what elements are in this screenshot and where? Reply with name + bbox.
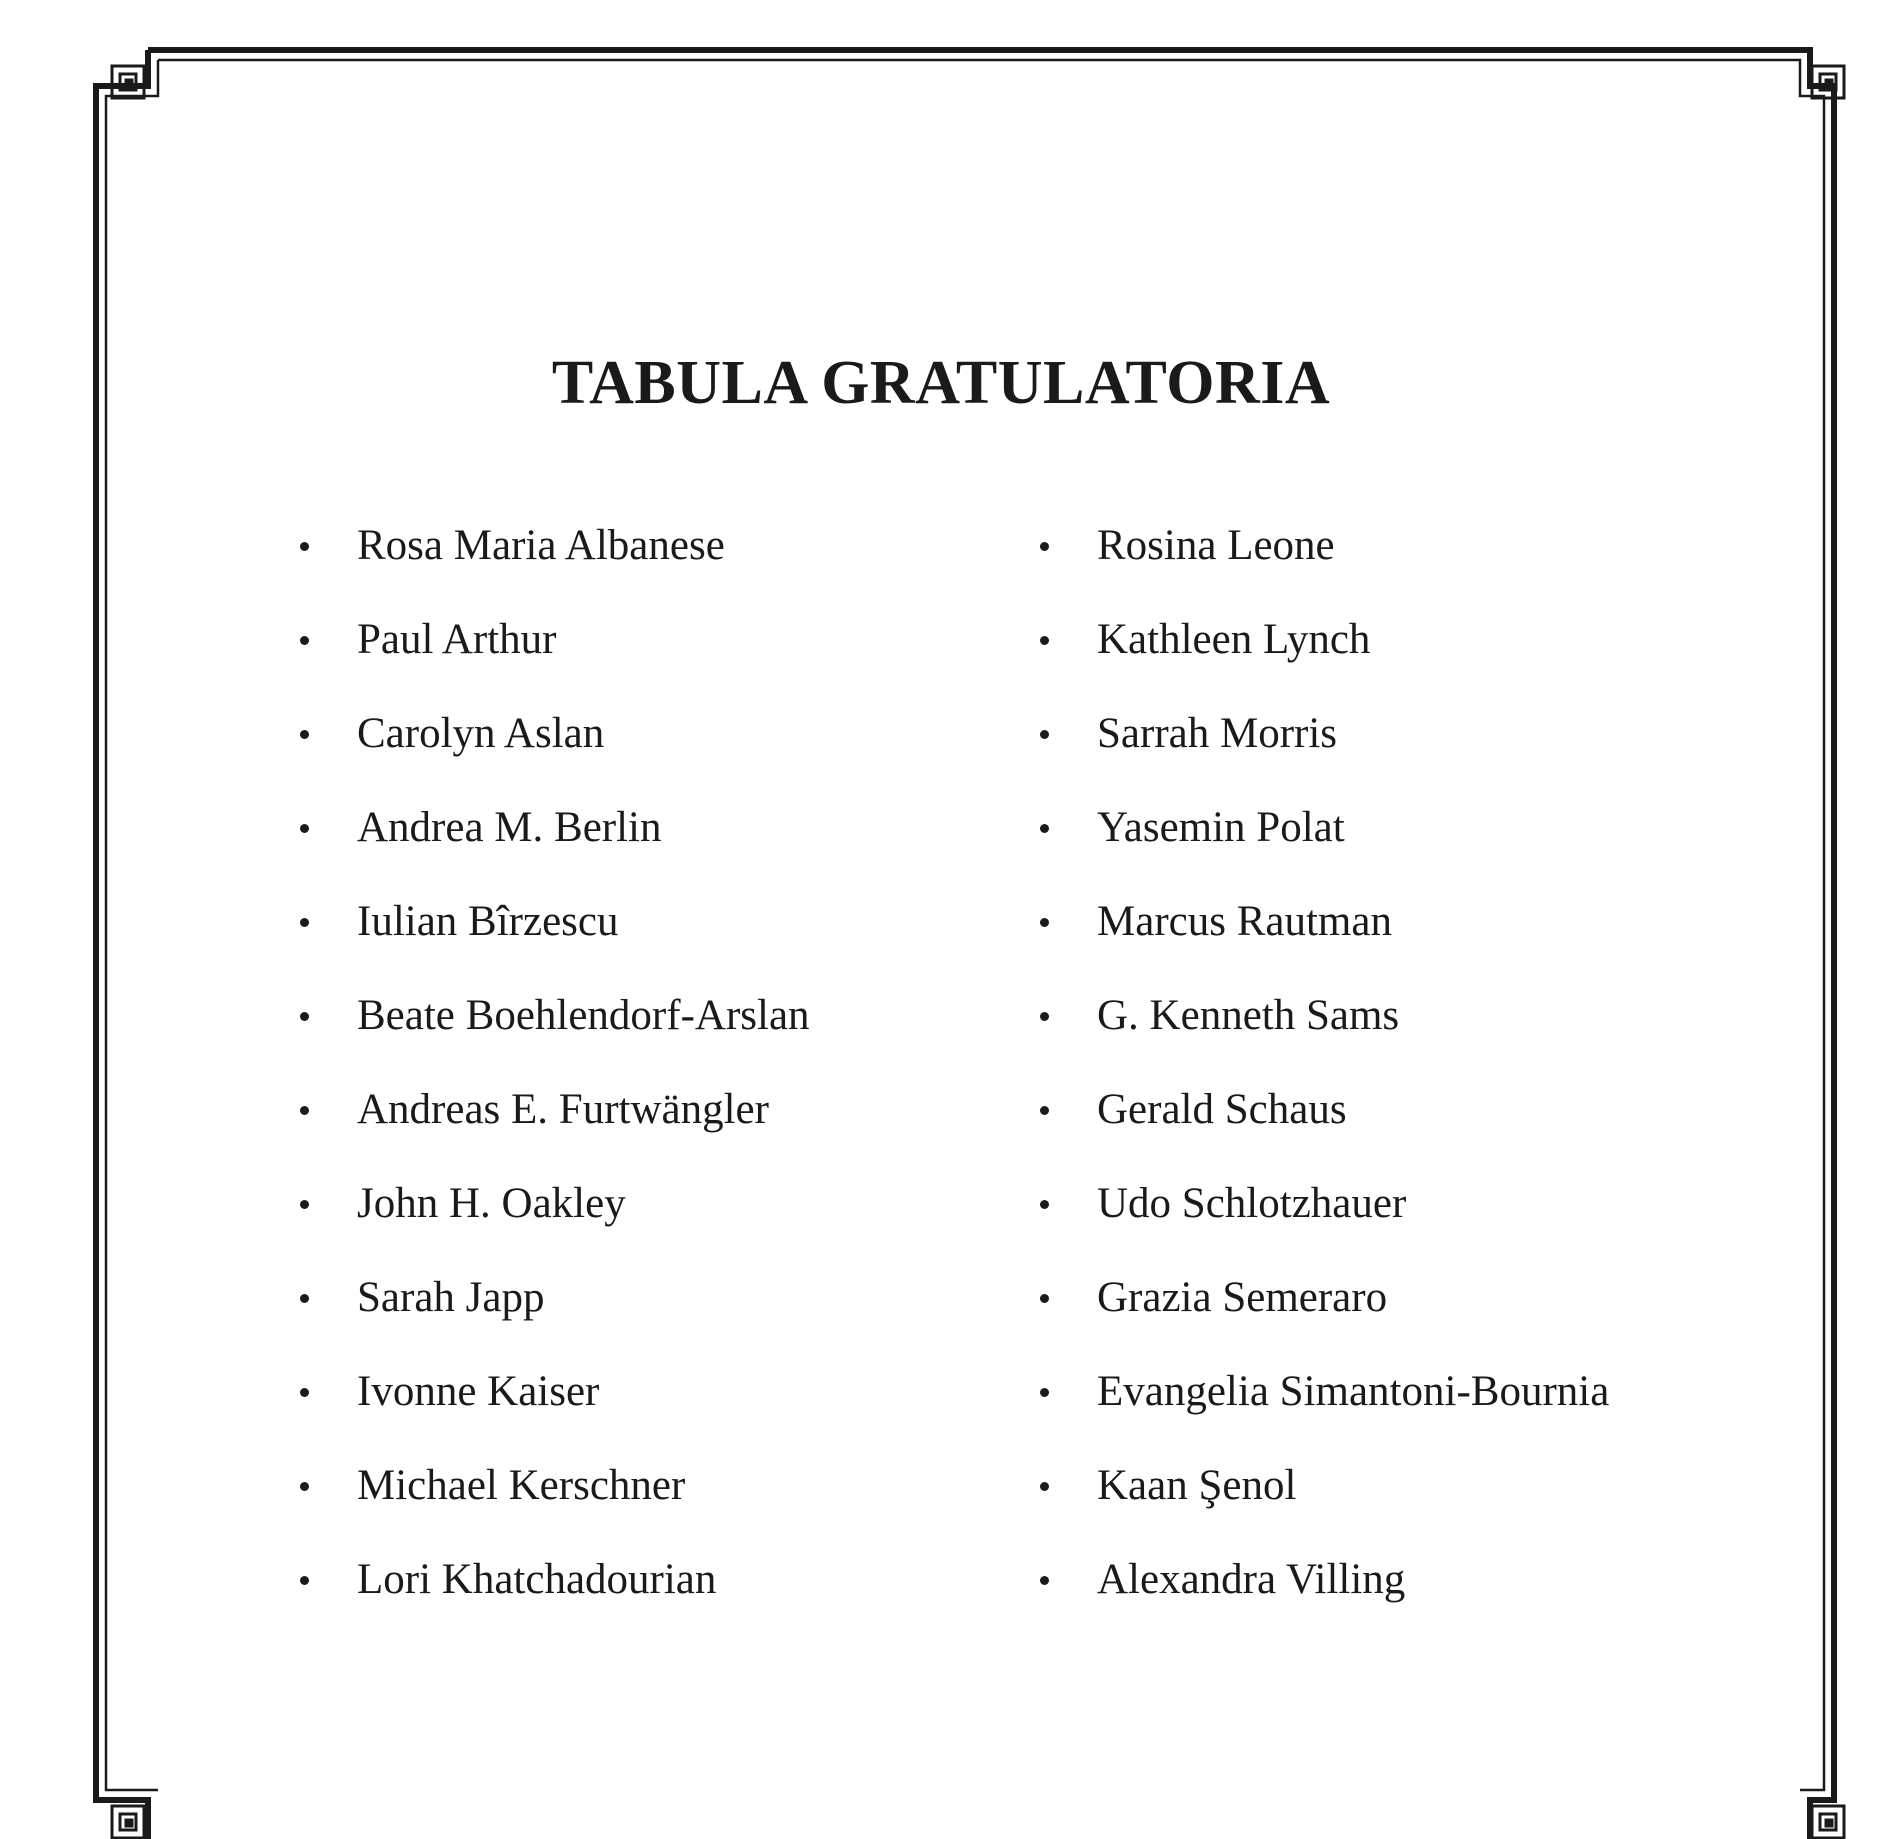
list-item xyxy=(1040,510,1609,604)
person-name: Marcus Rautman xyxy=(1097,898,1392,945)
bullet-icon xyxy=(300,1388,309,1397)
bullet-icon xyxy=(1040,730,1049,739)
list-item xyxy=(1040,886,1609,980)
bullet-icon xyxy=(300,824,309,833)
bullet-icon xyxy=(300,918,309,927)
person-name: Udo Schlotzhauer xyxy=(1097,1180,1407,1227)
person-name: Carolyn Aslan xyxy=(357,710,605,757)
person-name: Andreas E. Furtwängler xyxy=(357,1086,769,1133)
bullet-icon xyxy=(1040,1200,1049,1209)
corner-ornament-top-right xyxy=(1812,66,1844,98)
list-item xyxy=(300,604,810,698)
person-name: Evangelia Simantoni-Bournia xyxy=(1097,1368,1610,1415)
list-item xyxy=(1040,1262,1609,1356)
bullet-icon xyxy=(300,542,309,551)
person-name: Beate Boehlendorf-Arslan xyxy=(357,992,810,1039)
corner-ornament-bottom-left xyxy=(112,1806,144,1838)
person-name: Lori Khatchadourian xyxy=(357,1556,717,1603)
list-item xyxy=(1040,1450,1609,1544)
bullet-icon xyxy=(1040,636,1049,645)
person-name: Alexandra Villing xyxy=(1097,1556,1406,1603)
names-list-left xyxy=(300,510,810,1638)
names-list-right xyxy=(1040,510,1609,1638)
bullet-icon xyxy=(300,1012,309,1021)
list-item xyxy=(1040,792,1609,886)
bullet-icon xyxy=(1040,918,1049,927)
person-name: Michael Kerschner xyxy=(357,1462,686,1509)
list-item xyxy=(300,1356,810,1450)
person-name: Andrea M. Berlin xyxy=(357,804,662,851)
person-name: Ivonne Kaiser xyxy=(357,1368,600,1415)
list-item xyxy=(300,792,810,886)
list-item xyxy=(1040,1074,1609,1168)
bullet-icon xyxy=(300,636,309,645)
list-item xyxy=(300,886,810,980)
corner-ornament-top-left xyxy=(112,66,144,98)
bullet-icon xyxy=(1040,542,1049,551)
list-item xyxy=(1040,980,1609,1074)
corner-ornament-bottom-right xyxy=(1812,1806,1844,1838)
list-item xyxy=(300,1544,810,1638)
list-item xyxy=(1040,698,1609,792)
list-item xyxy=(300,510,810,604)
list-item xyxy=(1040,1544,1609,1638)
person-name: Kaan Şenol xyxy=(1097,1462,1297,1509)
list-item xyxy=(1040,1356,1609,1450)
bullet-icon xyxy=(300,1482,309,1491)
bullet-icon xyxy=(1040,1482,1049,1491)
list-item xyxy=(300,1262,810,1356)
person-name: John H. Oakley xyxy=(357,1180,626,1227)
bullet-icon xyxy=(1040,1576,1049,1585)
person-name: Rosina Leone xyxy=(1097,522,1335,569)
person-name: Paul Arthur xyxy=(357,616,557,663)
list-item xyxy=(1040,1168,1609,1262)
list-item xyxy=(300,980,810,1074)
bullet-icon xyxy=(300,1106,309,1115)
bullet-icon xyxy=(300,1200,309,1209)
list-item xyxy=(300,698,810,792)
list-item xyxy=(300,1074,810,1168)
person-name: Rosa Maria Albanese xyxy=(357,522,725,569)
bullet-icon xyxy=(1040,1388,1049,1397)
person-name: Yasemin Polat xyxy=(1097,804,1345,851)
bullet-icon xyxy=(300,1576,309,1585)
person-name: Gerald Schaus xyxy=(1097,1086,1347,1133)
list-item xyxy=(300,1168,810,1262)
person-name: Iulian Bîrzescu xyxy=(357,898,619,945)
bullet-icon xyxy=(1040,1294,1049,1303)
bullet-icon xyxy=(300,1294,309,1303)
person-name: Sarrah Morris xyxy=(1097,710,1338,757)
list-item xyxy=(1040,604,1609,698)
person-name: Kathleen Lynch xyxy=(1097,616,1371,663)
list-item xyxy=(300,1450,810,1544)
bullet-icon xyxy=(300,730,309,739)
page-title: TABULA GRATULATORIA xyxy=(551,349,1331,417)
person-name: Sarah Japp xyxy=(357,1274,545,1321)
bullet-icon xyxy=(1040,824,1049,833)
person-name: Grazia Semeraro xyxy=(1097,1274,1388,1321)
bullet-icon xyxy=(1040,1106,1049,1115)
bullet-icon xyxy=(1040,1012,1049,1021)
person-name: G. Kenneth Sams xyxy=(1097,992,1400,1039)
